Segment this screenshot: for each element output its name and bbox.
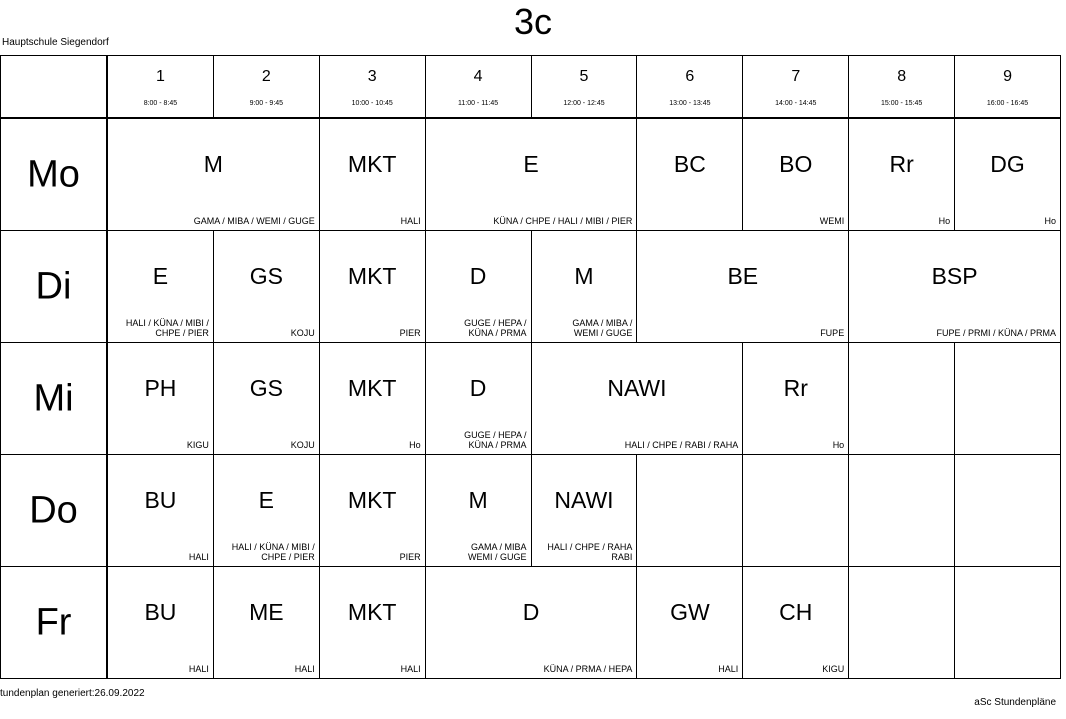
lesson-cell (636, 230, 849, 343)
lesson-subject: MKT (347, 487, 397, 513)
lesson-cell (531, 230, 638, 343)
lesson-teachers: HALI (718, 664, 739, 674)
corner-cell (0, 55, 107, 118)
lesson-subject: MKT (347, 263, 397, 289)
period-number: 2 (261, 68, 271, 85)
lesson-subject: E (152, 263, 169, 289)
school-name: Hauptschule Siegendorf (2, 37, 109, 48)
lesson-teachers: KOJU (290, 440, 315, 450)
lesson-cell (954, 454, 1061, 567)
lesson-cell (213, 566, 320, 679)
day-label: Di (35, 265, 72, 307)
day-label: Mo (27, 153, 80, 195)
period-header (531, 55, 638, 118)
period-header (107, 55, 214, 118)
lesson-teachers: KÜNA / CHPE / HALI / MIBI / PIER (493, 216, 633, 226)
day-label: Do (29, 489, 78, 531)
lesson-subject: Rr (889, 151, 914, 177)
lesson-cell (742, 342, 849, 455)
period-number: 7 (791, 68, 801, 85)
period-time: 12:00 - 12:45 (563, 100, 605, 107)
day-label: Mi (33, 377, 74, 419)
period-number: 9 (1003, 68, 1012, 85)
lesson-cell (636, 118, 743, 231)
lesson-cell (107, 230, 214, 343)
lesson-cell (213, 230, 320, 343)
lesson-cell (531, 342, 744, 455)
lesson-cell (954, 566, 1061, 679)
period-header (425, 55, 532, 118)
lesson-teachers: GAMA / MIBA / WEMI / GUGE (193, 216, 315, 226)
lesson-subject: BU (144, 487, 177, 513)
lesson-teachers: KÜNA / PRMA / HEPA (543, 664, 633, 674)
lesson-subject: BO (779, 151, 813, 177)
lesson-subject: MKT (347, 151, 397, 177)
lesson-subject: M (468, 487, 488, 513)
period-header (954, 55, 1061, 118)
lesson-cell (848, 342, 955, 455)
lesson-cell (954, 118, 1061, 231)
lesson-teachers: HALI / CHPE / RABI / RAHA (624, 440, 739, 450)
lesson-cell (848, 230, 1061, 343)
period-time: 15:00 - 15:45 (881, 100, 923, 107)
lesson-teachers: GUGE / HEPA / KÜNA / PRMA (464, 430, 527, 450)
lesson-cell (848, 118, 955, 231)
lesson-teachers: HALI (400, 664, 421, 674)
period-number: 4 (473, 68, 483, 85)
lesson-teachers: WEMI (819, 216, 845, 226)
lesson-cell (636, 454, 743, 567)
lesson-cell (848, 454, 955, 567)
lesson-cell (213, 342, 320, 455)
lesson-teachers: Ho (1044, 216, 1056, 226)
period-header (848, 55, 955, 118)
lesson-subject: D (469, 263, 487, 289)
lesson-teachers: HALI (294, 664, 315, 674)
lesson-cell (742, 566, 849, 679)
day-label-cell (0, 230, 107, 343)
period-time: 13:00 - 13:45 (669, 100, 711, 107)
lesson-cell (319, 230, 426, 343)
lesson-teachers: GAMA / MIBA / WEMI / GUGE (572, 318, 633, 338)
lesson-teachers: Ho (409, 440, 421, 450)
lesson-subject: GW (670, 599, 710, 625)
lesson-subject: BU (144, 599, 177, 625)
lesson-subject: DG (990, 151, 1025, 177)
lesson-teachers: HALI / KÜNA / MIBI / CHPE / PIER (125, 318, 209, 338)
generator-credit: aSc Stundenpläne (974, 697, 1056, 708)
lesson-cell (319, 566, 426, 679)
period-number: 5 (579, 68, 589, 85)
period-time: 10:00 - 10:45 (351, 100, 393, 107)
lesson-teachers: GUGE / HEPA / KÜNA / PRMA (464, 318, 527, 338)
lesson-subject: PH (144, 375, 177, 401)
lesson-cell (742, 454, 849, 567)
day-label-cell (0, 454, 107, 567)
lesson-teachers: HALI (400, 216, 421, 226)
lesson-teachers: PIER (399, 552, 421, 562)
period-header (636, 55, 743, 118)
lesson-subject: NAWI (607, 375, 667, 401)
lesson-cell (636, 566, 743, 679)
lesson-subject: E (258, 487, 274, 513)
lesson-teachers: HALI / KÜNA / MIBI / CHPE / PIER (231, 542, 315, 562)
lesson-subject: NAWI (554, 487, 614, 513)
period-number: 8 (897, 68, 907, 85)
lesson-cell (848, 566, 955, 679)
lesson-subject: E (523, 151, 539, 177)
lesson-subject: ME (249, 599, 284, 625)
lesson-cell (425, 342, 532, 455)
lesson-teachers: GAMA / MIBA WEMI / GUGE (468, 542, 527, 562)
period-time: 16:00 - 16:45 (986, 100, 1029, 107)
period-number: 3 (367, 68, 377, 85)
lesson-cell (319, 118, 426, 231)
period-number: 6 (685, 68, 695, 85)
period-time: 14:00 - 14:45 (775, 100, 817, 107)
period-time: 8:00 - 8:45 (143, 100, 178, 107)
lesson-subject: D (522, 599, 540, 625)
lesson-teachers: HALI (188, 664, 209, 674)
lesson-cell (213, 454, 320, 567)
lesson-teachers: FUPE (820, 328, 845, 338)
lesson-subject: BSP (931, 263, 978, 289)
period-header (319, 55, 426, 118)
lesson-subject: D (469, 375, 487, 401)
lesson-teachers: KOJU (290, 328, 315, 338)
lesson-cell (319, 342, 426, 455)
lesson-subject: M (574, 263, 594, 289)
lesson-cell (425, 566, 638, 679)
lesson-teachers: Ho (938, 216, 951, 226)
lesson-cell (742, 118, 849, 231)
day-label: Fr (35, 601, 72, 643)
lesson-teachers: HALI (188, 552, 209, 562)
generated-date: tundenplan generiert:26.09.2022 (0, 688, 145, 699)
lesson-cell (425, 454, 532, 567)
period-time: 11:00 - 11:45 (457, 100, 499, 107)
period-time: 9:00 - 9:45 (249, 100, 284, 107)
lesson-subject: BC (673, 151, 706, 177)
lesson-cell (954, 342, 1061, 455)
lesson-cell (319, 454, 426, 567)
lesson-subject: BE (727, 263, 759, 289)
lesson-teachers: KIGU (186, 440, 209, 450)
lesson-subject: M (203, 151, 223, 177)
period-header (213, 55, 320, 118)
lesson-teachers: PIER (399, 328, 421, 338)
lesson-cell (425, 118, 638, 231)
lesson-cell (107, 342, 214, 455)
lesson-cell (107, 118, 320, 231)
lesson-subject: MKT (347, 375, 397, 401)
day-label-cell (0, 342, 107, 455)
lesson-subject: MKT (347, 599, 397, 625)
lesson-cell (107, 566, 214, 679)
day-label-cell (0, 118, 107, 231)
lesson-teachers: Ho (832, 440, 845, 450)
lesson-subject: CH (779, 599, 813, 625)
lesson-subject: GS (249, 375, 283, 401)
lesson-subject: GS (249, 263, 283, 289)
lesson-cell (425, 230, 532, 343)
lesson-subject: Rr (783, 375, 808, 401)
lesson-cell (531, 454, 638, 567)
lesson-teachers: KIGU (822, 664, 845, 674)
lesson-cell (107, 454, 214, 567)
period-number: 1 (155, 68, 165, 85)
class-title: 3c (513, 1, 553, 42)
day-label-cell (0, 566, 107, 679)
lesson-teachers: FUPE / PRMI / KÜNA / PRMA (936, 328, 1056, 338)
lesson-teachers: HALI / CHPE / RAHA RABI (547, 542, 633, 562)
period-header (742, 55, 849, 118)
